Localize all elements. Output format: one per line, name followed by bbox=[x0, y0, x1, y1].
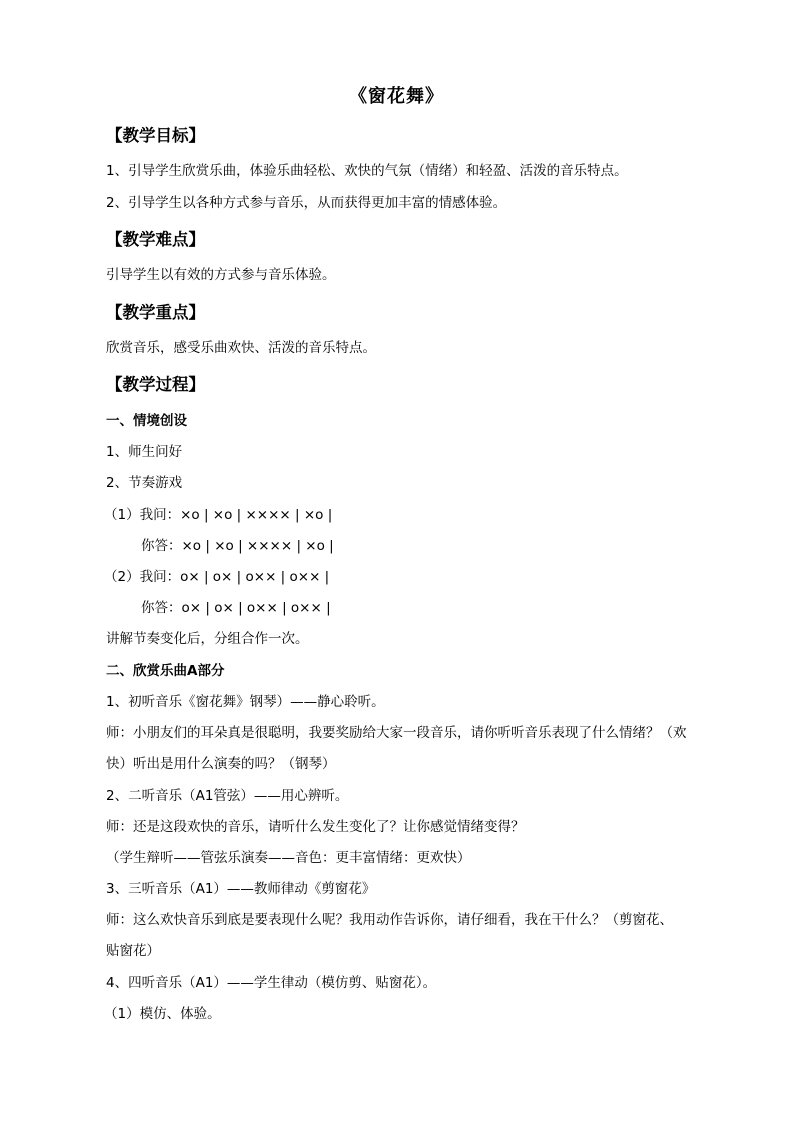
section-2-item-2: 2、二听音乐（A1管弦）——用心辨听。 bbox=[106, 788, 349, 804]
section-2-sub-1: （1）模仿、体验。 bbox=[104, 1006, 221, 1022]
section-2-item-3: 3、三听音乐（A1）——教师律动《剪窗花》 bbox=[106, 881, 376, 897]
section-2-teacher-1-line2: 快）听出是用什么演奏的吗？（钢琴） bbox=[106, 756, 336, 772]
rhythm-1-answer: 你答：×o | ×o | ×××× | ×o | bbox=[141, 538, 334, 554]
section-1-item-1: 1、师生问好 bbox=[106, 444, 183, 460]
difficulty-text: 引导学生以有效的方式参与音乐体验。 bbox=[106, 267, 336, 283]
document-title: 《窗花舞》 bbox=[349, 86, 444, 107]
section-2-item-4: 4、四听音乐（A1）——学生律动（模仿剪、贴窗花）。 bbox=[106, 975, 437, 991]
section-2-item-1: 1、初听音乐《窗花舞》钢琴）——静心聆听。 bbox=[106, 694, 385, 710]
process-heading: 【教学过程】 bbox=[106, 375, 205, 394]
section-2-heading: 二、欣赏乐曲A部分 bbox=[106, 663, 225, 679]
section-2-teacher-2: 师：还是这段欢快的音乐，请听什么发生变化了？让你感觉情绪变得？ bbox=[106, 819, 525, 835]
section-2-teacher-3-line1: 师：这么欢快音乐到底是要表现什么呢？我用动作告诉你，请仔细看，我在干什么？（剪窗花、 bbox=[106, 912, 673, 928]
rhythm-2-answer: 你答：o× | o× | o×× | o×× | bbox=[141, 600, 331, 616]
rhythm-1-ask: （1）我问：×o | ×o | ×××× | ×o | bbox=[104, 507, 333, 523]
difficulty-heading: 【教学难点】 bbox=[106, 230, 205, 249]
section-2-teacher-3-line2: 贴窗花） bbox=[106, 943, 160, 959]
key-text: 欣赏音乐，感受乐曲欢快、活泼的音乐特点。 bbox=[106, 340, 376, 356]
goal-item-1: 1、引导学生欣赏乐曲，体验乐曲轻松、欢快的气氛（情绪）和轻盈、活泼的音乐特点。 bbox=[106, 163, 628, 179]
section-1-summary: 讲解节奏变化后，分组合作一次。 bbox=[106, 631, 309, 647]
rhythm-2-ask: （2）我问：o× | o× | o×× | o×× | bbox=[104, 569, 330, 585]
section-1-heading: 一、情境创设 bbox=[106, 413, 187, 429]
section-2-note-2: （学生辩听——管弦乐演奏——音色：更丰富情绪：更欢快） bbox=[106, 850, 471, 866]
section-1-item-2: 2、节奏游戏 bbox=[106, 475, 183, 491]
goal-item-2: 2、引导学生以各种方式参与音乐，从而获得更加丰富的情感体验。 bbox=[106, 195, 507, 211]
section-2-teacher-1-line1: 师：小朋友们的耳朵真是很聪明，我要奖励给大家一段音乐，请你听听音乐表现了什么情绪？（欢 bbox=[106, 725, 687, 741]
goal-heading: 【教学目标】 bbox=[106, 126, 205, 145]
key-heading: 【教学重点】 bbox=[106, 303, 205, 322]
